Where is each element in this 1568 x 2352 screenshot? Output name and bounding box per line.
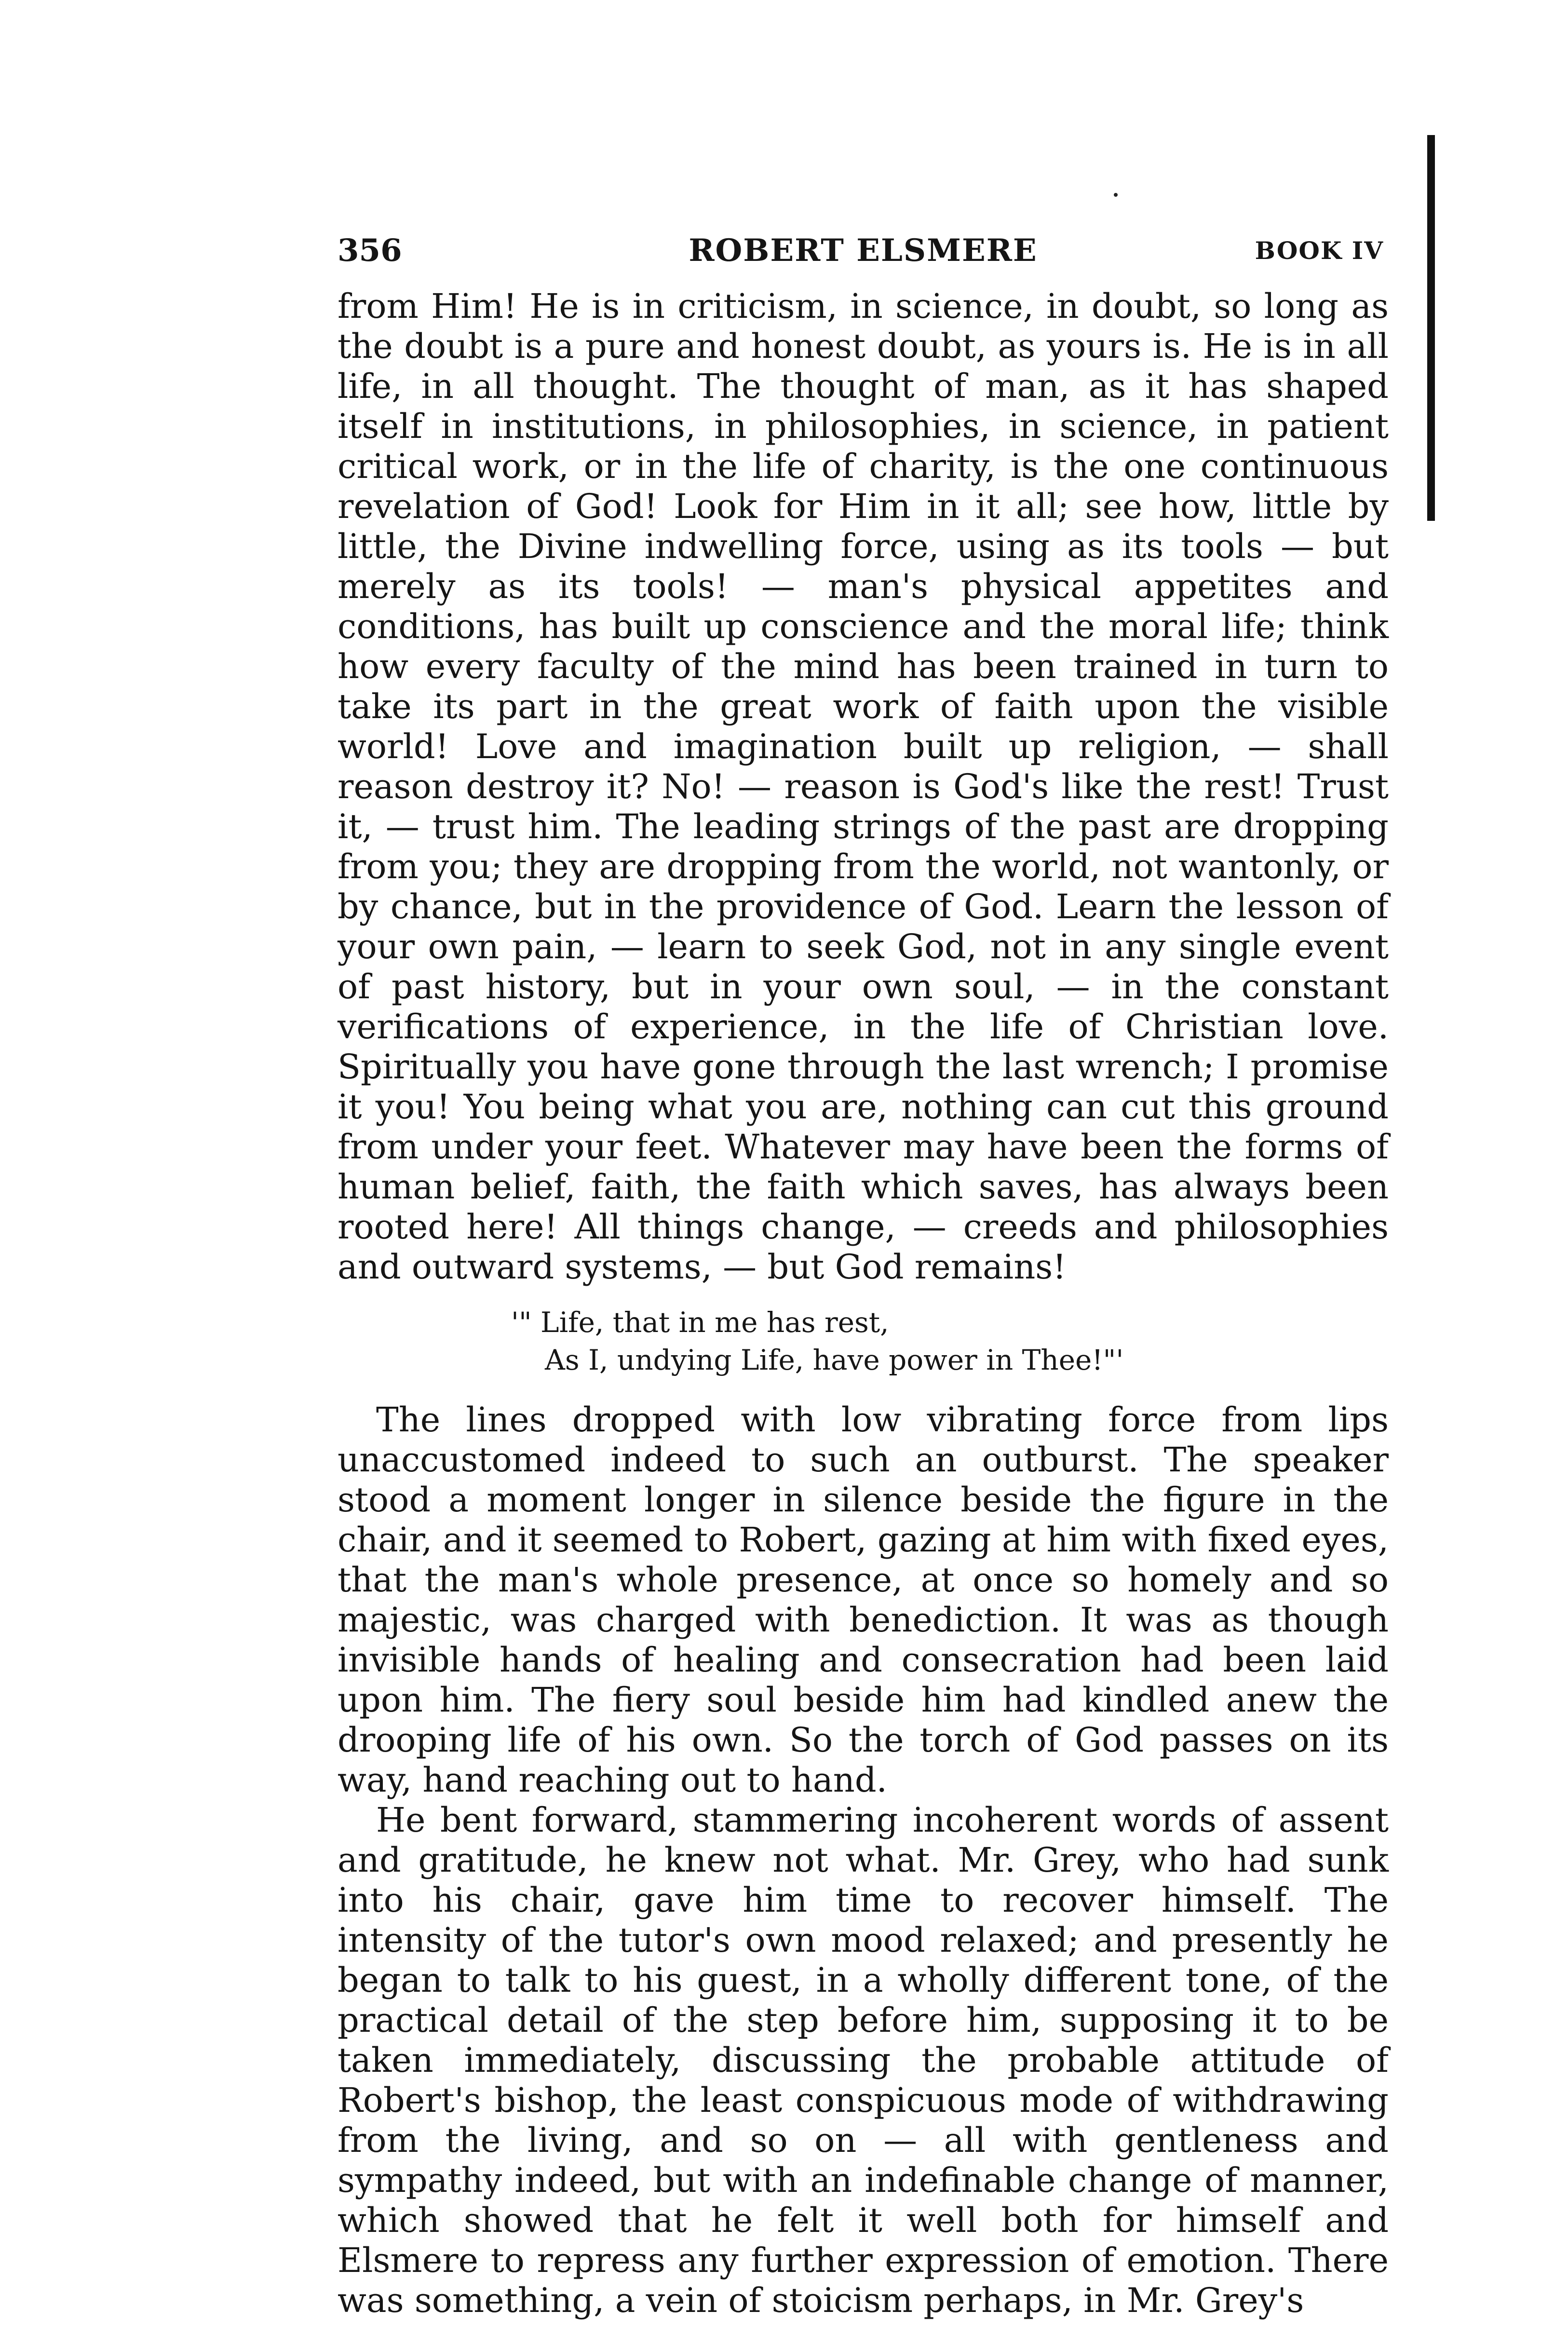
- scan-speck: [1114, 193, 1118, 197]
- page-number: 356: [338, 232, 402, 269]
- paragraph-bent-forward: He bent forward, stammering incoherent words of assent and gratitude, he knew not what. Mr. Grey, who had sunk into his chair, gave him time to recover himself. The intensity of the tutor's own mood relaxed; and presently he began to talk to his guest, in a wholly different tone, of the practical detail of the step before him, supposing it to be taken immediately, discussing the probable attitude of Robert's bishop, the least conspicuous mode of withdrawing from the living, and so on — all with gentleness and sympathy indeed, but with an indefinable change of manner, which showed that he felt it well both for himself and Elsmere to repress any further expression of emotion. There was something, a vein of stoicism perhaps, in Mr. Grey's: [338, 1800, 1389, 2320]
- verse-line-1: '" Life, that in me has rest,: [511, 1306, 889, 1339]
- margin-scan-mark: [1427, 135, 1435, 521]
- running-head: [338, 231, 1389, 270]
- paragraph-lines-dropped: The lines dropped with low vibrating force from lips unaccustomed indeed to such an outburst. The speaker stood a moment longer in silence beside the figure in the chair, and it seemed to Robert, gazing at him with fixed eyes, that the man's whole presence, at once so homely and so majestic, was charged with benediction. It was as though invisible hands of healing and consecration had been laid upon him. The fiery soul beside him had kindled anew the drooping life of his own. So the torch of God passes on its way, hand reaching out to hand.: [338, 1400, 1389, 1800]
- book-label: BOOK IV: [1255, 236, 1384, 265]
- paragraph-continued-speech: from Him! He is in criticism, in science, in doubt, so long as the doubt is a pure and honest doubt, as yours is. He is in all life, in all thought. The thought of man, as it has shaped itself in institutions, in philosophies, in science, in patient critical work, or in the life of charity, is the one continuous revelation of God! Look for Him in it all; see how, little by little, the Divine indwelling force, using as its tools — but merely as its tools! — man's physical appetites and conditions, has built up conscience and the moral life; think how every faculty of the mind has been trained in turn to take its part in the great work of faith upon the visible world! Love and imagination built up religion, — shall reason destroy it? No! — reason is God's like the rest! Trust it, — trust him. The leading strings of the past are dropping from you; they are dropping from the world, not wantonly, or by chance, but in the providence of God. Learn the lesson of your own pain, — learn to seek God, not in any single event of past history, but in your own soul, — in the constant verifications of experience, in the life of Christian love. Spiritually you have gone through the last wrench; I promise it you! You being what you are, nothing can cut this ground from under your feet. Whatever may have been the forms of human belief, faith, the faith which saves, has always been rooted here! All things change, — creeds and philosophies and outward systems, — but God remains!: [338, 286, 1389, 1287]
- verse-quotation: [511, 1304, 1389, 1379]
- book-page: [338, 231, 1389, 2329]
- running-title: ROBERT ELSMERE: [689, 232, 1038, 269]
- verse-line-2: As I, undying Life, have power in Thee!"': [545, 1344, 1124, 1376]
